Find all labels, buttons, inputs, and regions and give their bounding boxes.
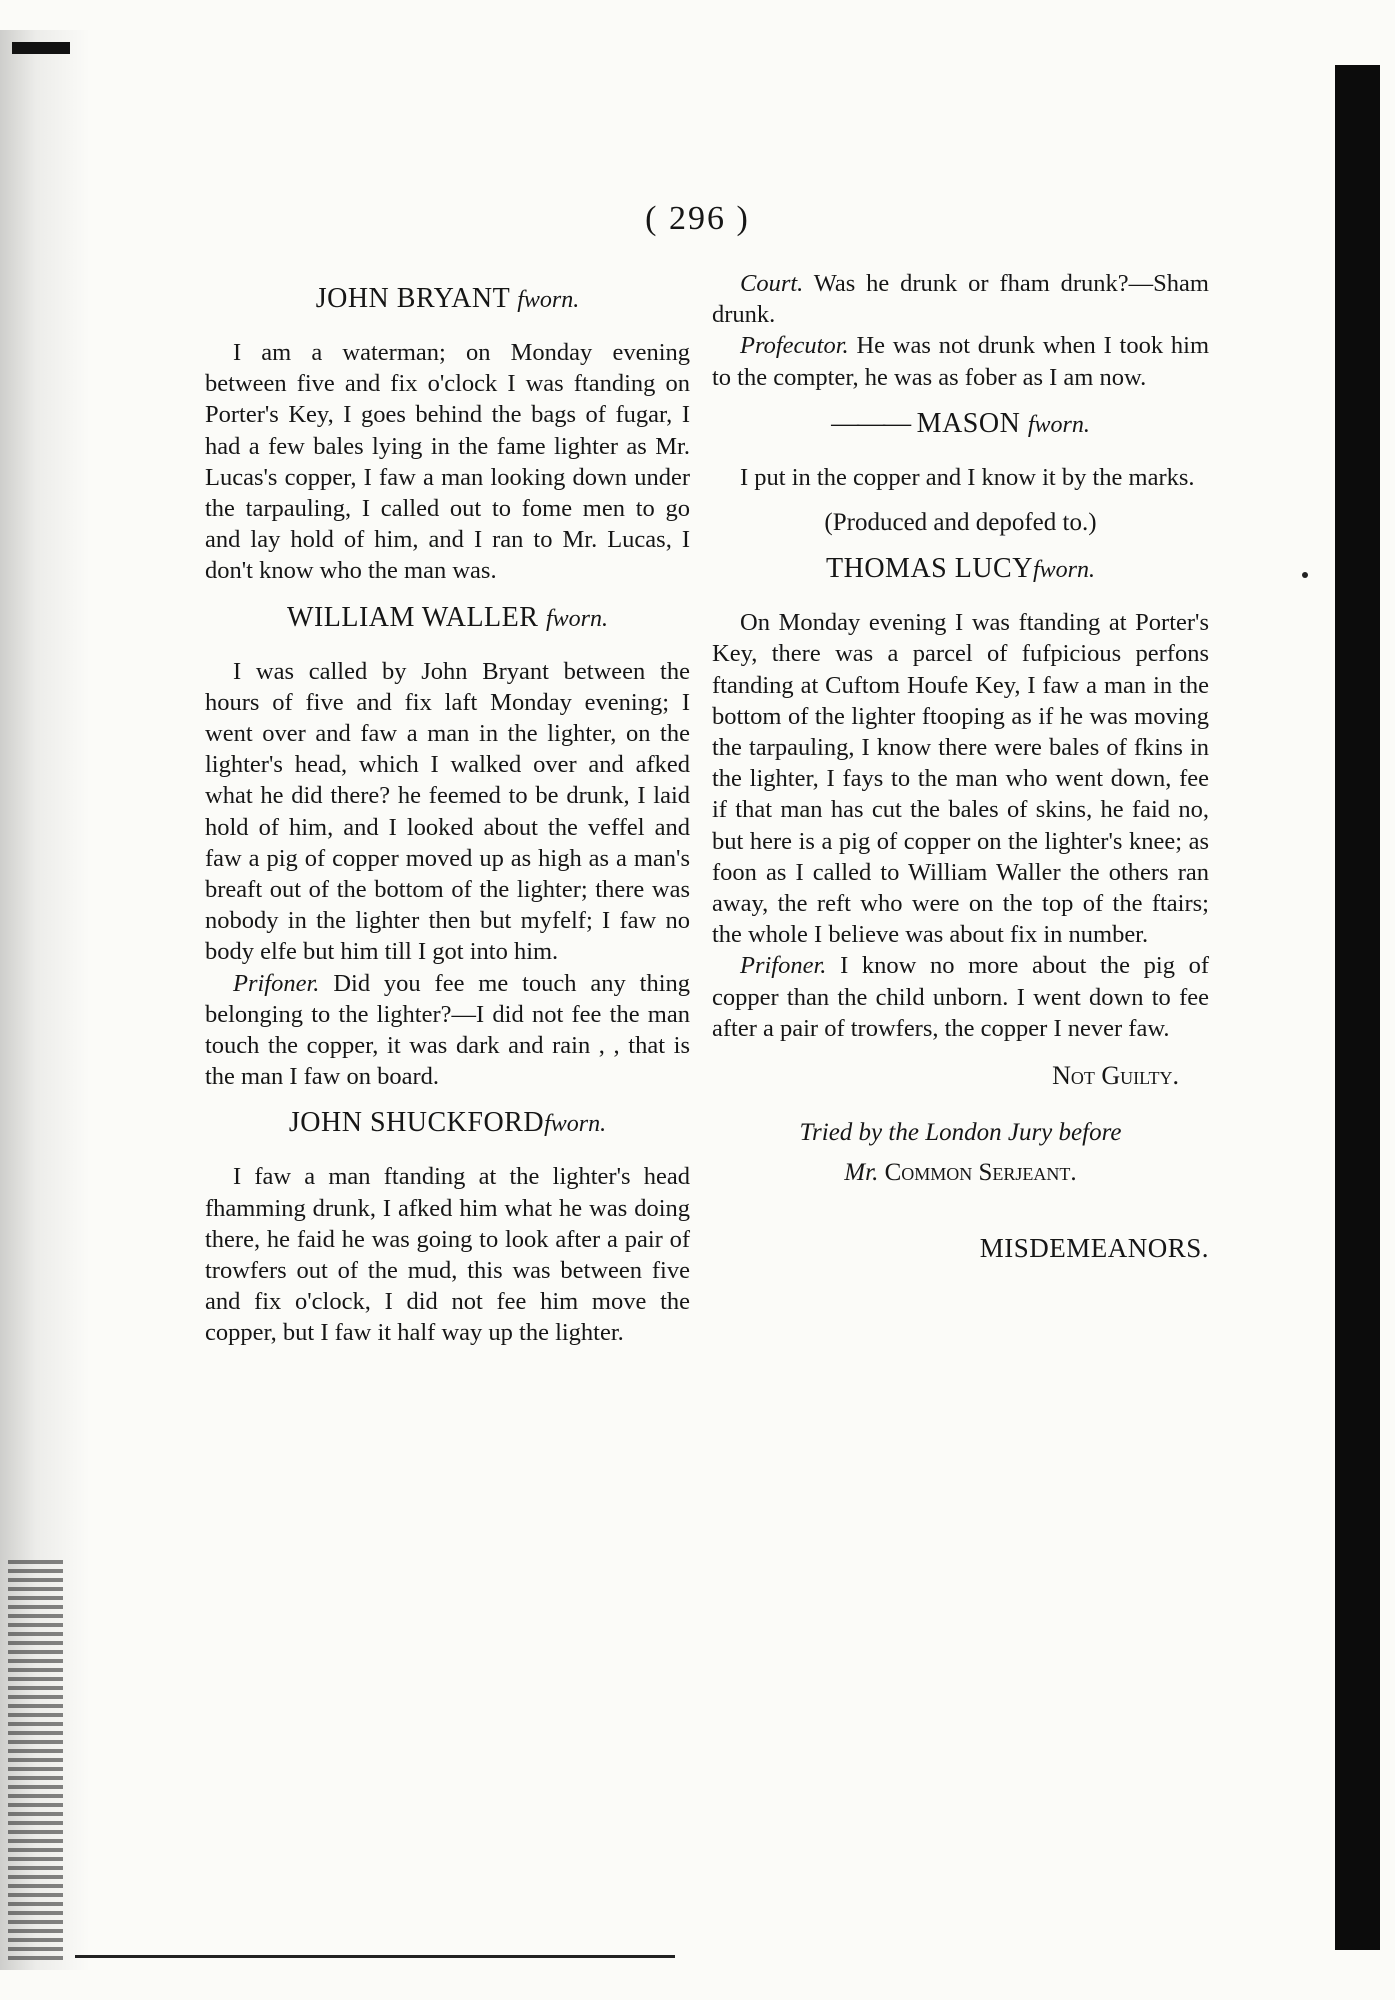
witness-name: MASON bbox=[916, 407, 1021, 439]
witness-heading-lucy bbox=[712, 552, 1209, 587]
judge-title: Mr. bbox=[844, 1159, 879, 1187]
dialogue-text: Was he drunk or fham drunk?—Sham drunk. bbox=[712, 270, 1209, 329]
sworn-label: fworn. bbox=[1032, 557, 1095, 584]
dialogue-text: I know no more about the pig of copper than the child unborn. I went down to fee after a pair of trowfers, the copper I never faw. bbox=[712, 952, 1209, 1042]
page-number: ( 296 ) bbox=[645, 200, 750, 237]
judge-line bbox=[712, 1153, 1209, 1193]
scan-page-edge bbox=[1335, 65, 1380, 1950]
speaker-label: Prifoner. bbox=[233, 969, 320, 997]
dialogue-text: He was not drunk when I took him to the compter, he was as fober as I am now. bbox=[712, 332, 1209, 391]
judge-name: Common Serjeant. bbox=[884, 1159, 1077, 1187]
scan-ink-dot bbox=[1302, 572, 1308, 578]
verdict: Not Guilty. bbox=[1052, 1061, 1179, 1091]
scan-corner-mark bbox=[12, 42, 70, 54]
witness-name: WILLIAM WALLER bbox=[287, 601, 539, 633]
speaker-label: Court. bbox=[740, 270, 804, 297]
prisoner-question-waller bbox=[205, 968, 690, 1093]
next-section-heading: MISDEMEANORS. bbox=[979, 1233, 1209, 1264]
sworn-label: fworn. bbox=[545, 605, 608, 632]
testimony-shuckford: I faw a man ftanding at the lighter's head fhamming drunk, I afked him what he was doing there, he faid he was going to look after a pair of trowfers out of the mud, this was between five and fix o'clock, I did not fee him move the copper, but I faw it half way up the lighter. bbox=[205, 1163, 690, 1347]
witness-name: JOHN BRYANT bbox=[315, 283, 510, 314]
court-question bbox=[712, 268, 1209, 330]
witness-name: THOMAS LUCY bbox=[826, 553, 1033, 585]
testimony-waller: I was called by John Bryant between the hours of five and fix laft Monday evening; I went over and faw a man in the lighter, on the lighter's head, which I walked over and afked what he did there? he feemed to be drunk, I laid hold of him, and I looked about the veffel and faw a pig of copper moved up as high as a man's breaft out of the bottom of the lighter; there was nobody in the lighter then but myfelf; I faw no body elfe but him till I got into him. bbox=[205, 657, 690, 966]
sworn-label: fworn. bbox=[517, 287, 580, 313]
scan-binding-marks bbox=[8, 1560, 63, 1960]
prisoner-statement bbox=[712, 950, 1209, 1044]
scan-bottom-rule bbox=[75, 1955, 675, 1958]
witness-heading-bryant bbox=[205, 282, 690, 317]
sworn-label: fworn. bbox=[1027, 411, 1090, 438]
name-dash: ——— bbox=[831, 407, 910, 439]
right-column bbox=[712, 268, 1209, 1264]
witness-heading-shuckford bbox=[205, 1106, 690, 1141]
tried-by-line: Tried by the London Jury before bbox=[799, 1119, 1122, 1147]
witness-heading-mason bbox=[712, 407, 1209, 442]
testimony-bryant: I am a waterman; on Monday evening between five and fix o'clock I was ftanding on Porter's Key, I goes behind the bags of fugar, I had a few bales lying in the fame lighter as Mr. Lucas's copper, I faw a man looking down under the tarpauling, I called out to fome men to go and lay hold of him, and I ran to Mr. Lucas, I don't know who the man was. bbox=[205, 339, 690, 585]
speaker-label: Profecutor. bbox=[740, 332, 849, 360]
testimony-mason: I put in the copper and I know it by the marks. bbox=[740, 463, 1195, 491]
speaker-label: Prifoner. bbox=[740, 952, 827, 980]
prosecutor-statement bbox=[712, 330, 1209, 392]
witness-heading-waller bbox=[205, 601, 690, 636]
dialogue-text: Did you fee me touch any thing belonging to the lighter?—I did not fee the man touch the copper, it was dark and rain , , that is the man I faw on board. bbox=[205, 969, 691, 1091]
testimony-lucy: On Monday evening I was ftanding at Porter's Key, there was a parcel of fufpicious perfons ftanding at Cuftom Houfe Key, I faw a man in the bottom of the lighter ftooping as if he was moving the tarpauling, I know there were bales of fkins in the lighter, I fays to the man who went down, fee if that man has cut the bales of skins, he faid no, but here is a pig of copper on the lighter's knee; as foon as I called to William Waller the others ran away, the reft who were on the top of the ftairs; the whole I believe was about fix in number. bbox=[712, 609, 1209, 949]
sworn-label: fworn. bbox=[544, 1111, 607, 1138]
witness-name: JOHN SHUCKFORD bbox=[288, 1107, 545, 1139]
produced-note: (Produced and depofed to.) bbox=[824, 509, 1097, 537]
left-column bbox=[205, 268, 690, 1349]
